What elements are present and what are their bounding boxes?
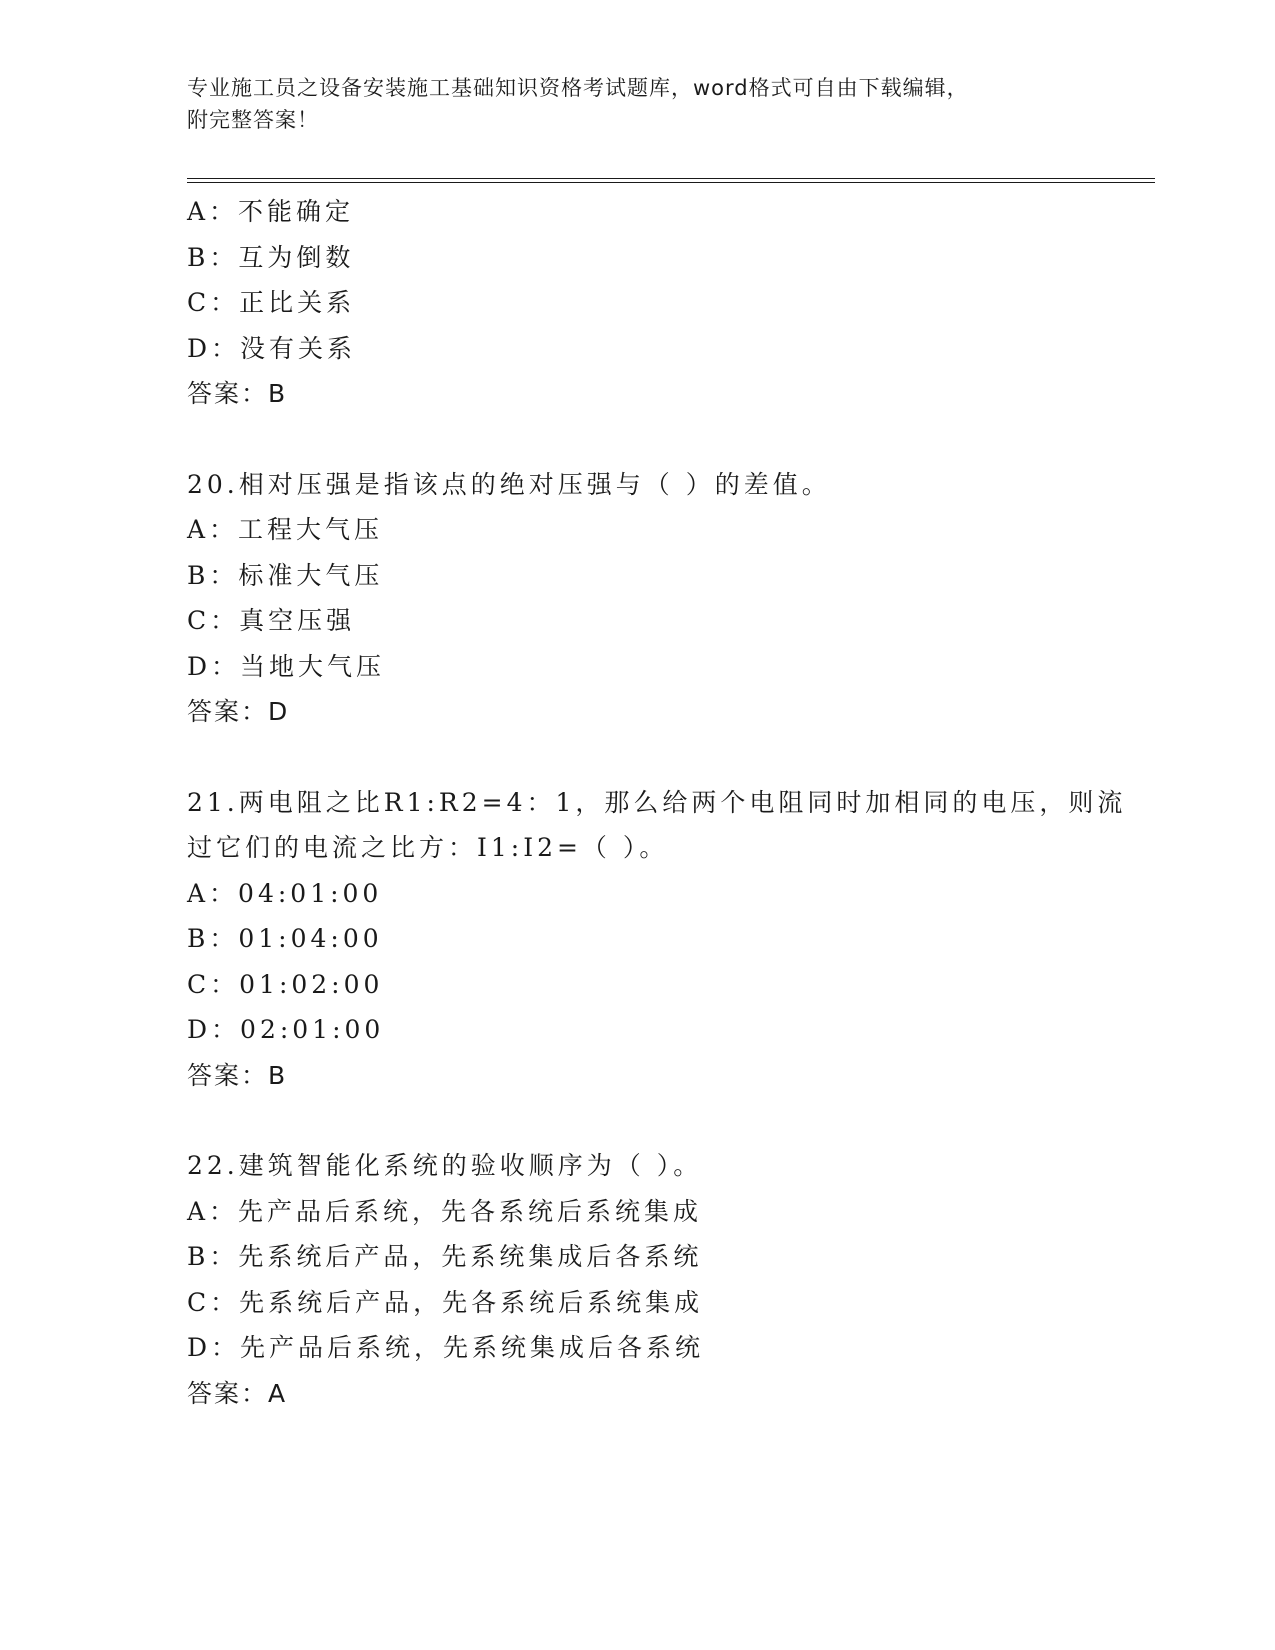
question-20-block: [187, 462, 1087, 735]
question-19-block: [187, 189, 1087, 417]
spacer: [187, 735, 1087, 780]
option-a: A：不能确定: [187, 197, 355, 226]
header-line-1: 专业施工员之设备安装施工基础知识资格考试题库，word格式可自由下载编辑，: [187, 76, 969, 100]
answer-label: 答案：B: [187, 379, 288, 408]
question-text-line-1: 21.两电阻之比R1:R2=4：1，那么给两个电阻同时加相同的电压，则流: [187, 787, 1127, 817]
question-list: [187, 189, 1127, 1416]
option-c: C：正比关系: [187, 288, 356, 317]
option-d: D：当地大气压: [187, 651, 386, 681]
header-rule-top: [187, 178, 1155, 179]
question-text-line-2: 过它们的电流之比方：I1:I2=（ ）。: [187, 833, 669, 862]
question-22-block: [187, 1143, 1087, 1416]
header-rule-bottom: [187, 182, 1155, 183]
option-c: C：先系统后产品，先各系统后系统集成: [187, 1287, 704, 1317]
answer-label: 答案：D: [187, 697, 290, 726]
question-text: 20.相对压强是指该点的绝对压强与（ ）的差值。: [187, 469, 831, 499]
answer-label: 答案：B: [187, 1060, 288, 1090]
option-b: B：01:04:00: [187, 924, 383, 953]
question-21-block: [187, 780, 1127, 1099]
option-b: B：先系统后产品，先系统集成后各系统: [187, 1242, 703, 1271]
option-c: C：01:02:00: [187, 969, 384, 999]
header-line-2: 附完整答案！: [187, 108, 319, 132]
option-d: D：02:01:00: [187, 1015, 385, 1044]
option-b: B：标准大气压: [187, 560, 384, 590]
option-c: C：真空压强: [187, 606, 356, 635]
document-header: [187, 72, 1087, 136]
spacer: [187, 417, 1087, 462]
answer-label: 答案：A: [187, 1378, 288, 1408]
option-a: A：先产品后系统，先各系统后系统集成: [187, 1196, 703, 1226]
option-a: A：04:01:00: [187, 878, 383, 908]
spacer: [187, 1098, 1087, 1143]
option-d: D：没有关系: [187, 333, 357, 363]
question-text: 22.建筑智能化系统的验收顺序为（ ）。: [187, 1151, 703, 1180]
option-a: A：工程大气压: [187, 515, 384, 544]
option-d: D：先产品后系统，先系统集成后各系统: [187, 1333, 705, 1362]
option-b: B：互为倒数: [187, 242, 355, 272]
